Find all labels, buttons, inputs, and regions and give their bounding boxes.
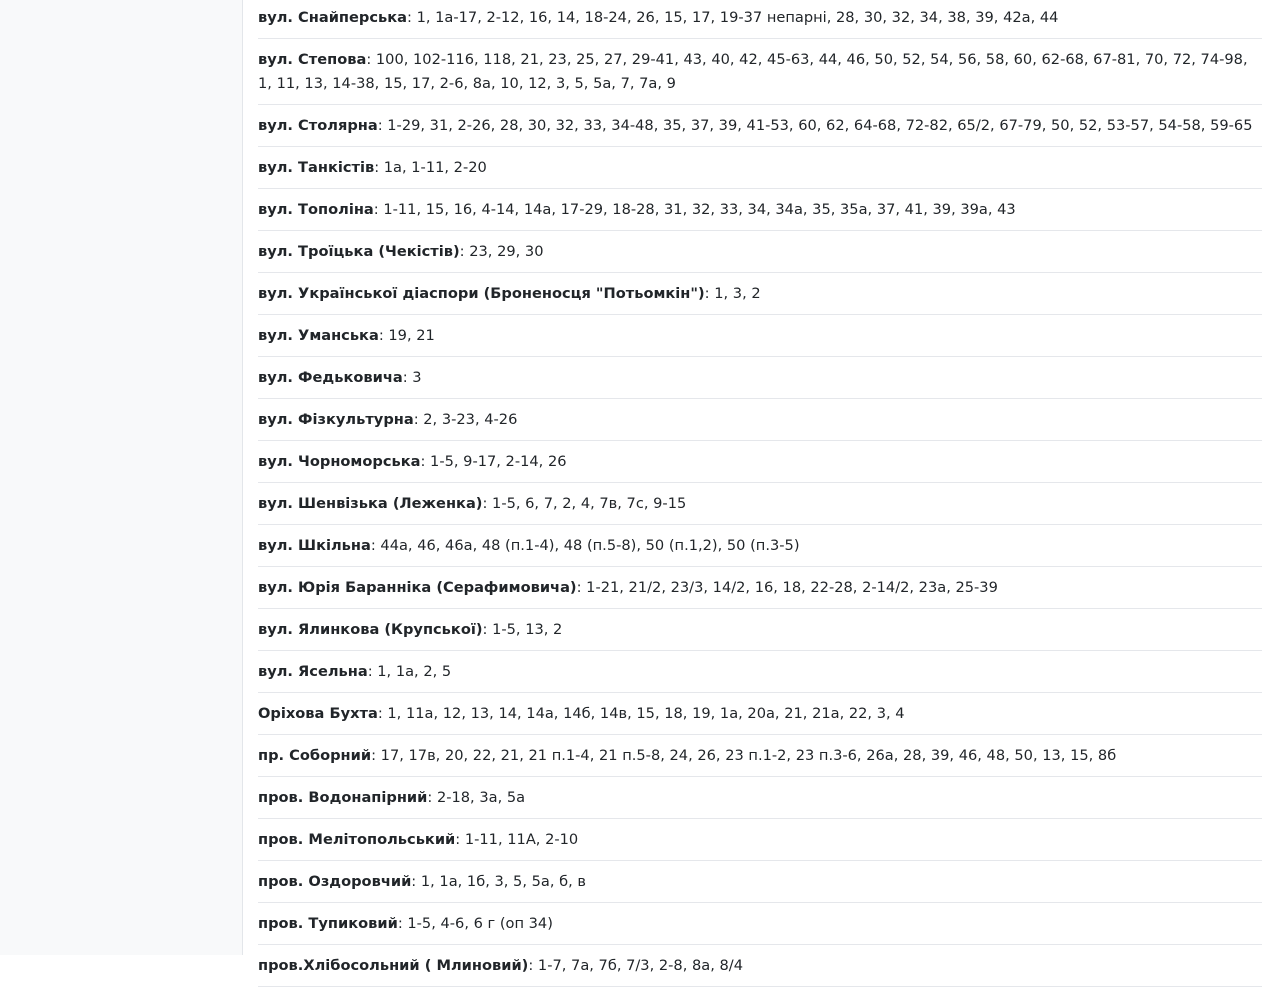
list-item: вул. Шкільна: 44а, 46, 46а, 48 (п.1-4), 48 (п.5-8), 50 (п.1,2), 50 (п.3-5)	[258, 525, 1262, 567]
street-addresses: 1-21, 21/2, 23/3, 14/2, 16, 18, 22-28, 2-14/2, 23а, 25-39	[586, 579, 998, 596]
list-item: вул. Степова: 100, 102-116, 118, 21, 23, 25, 27, 29-41, 43, 40, 42, 45-63, 44, 46, 50, 52, 54, 56, 58, 60, 62-68, 67-81, 70, 72, 74-98, 1, 11, 13, 14-38, 15, 17, 2-6, 8а, 10, 12, 3, 5, 5а, 7, 7а, 9	[258, 39, 1262, 105]
list-item: вул. Снайперська: 1, 1а-17, 2-12, 16, 14, 18-24, 26, 15, 17, 19-37 непарні, 28, 30, 32, 34, 38, 39, 42а, 44	[258, 0, 1262, 39]
street-name: вул. Степова	[258, 51, 367, 68]
street-name: вул. Танкістів	[258, 159, 375, 176]
street-name: вул. Шенвізька (Леженка)	[258, 495, 483, 512]
street-addresses: 1-11, 15, 16, 4-14, 14а, 17-29, 18-28, 31, 32, 33, 34, 34а, 35, 35а, 37, 41, 39, 39а, 43	[383, 201, 1016, 218]
street-name: вул. Шкільна	[258, 537, 371, 554]
street-name: вул. Ялинкова (Крупської)	[258, 621, 483, 638]
list-item: вул. Федьковича: 3	[258, 357, 1262, 399]
street-addresses: 1-5, 13, 2	[492, 621, 563, 638]
main-content	[243, 0, 1262, 974]
list-item: пров. Водонапірний: 2-18, 3а, 5а	[258, 777, 1262, 819]
street-addresses: 1а, 1-11, 2-20	[383, 159, 487, 176]
list-item: вул. Юрія Баранніка (Серафимовича): 1-21, 21/2, 23/3, 14/2, 16, 18, 22-28, 2-14/2, 23а, 25-39	[258, 567, 1262, 609]
list-item: вул. Ясельна: 1, 1а, 2, 5	[258, 651, 1262, 693]
street-addresses: 1, 1а, 1б, 3, 5, 5а, б, в	[420, 873, 587, 890]
street-name: вул. Фізкультурна	[258, 411, 414, 428]
street-addresses: 44а, 46, 46а, 48 (п.1-4), 48 (п.5-8), 50 (п.1,2), 50 (п.3-5)	[380, 537, 800, 554]
street-addresses: 1-5, 6, 7, 2, 4, 7в, 7с, 9-15	[492, 495, 687, 512]
street-name: вул. Уманська	[258, 327, 379, 344]
list-item: пров.Хлібосольний ( Млиновий): 1-7, 7а, 7б, 7/3, 2-8, 8а, 8/4	[258, 945, 1262, 987]
street-addresses: 1-11, 11А, 2-10	[464, 831, 579, 848]
street-addresses: 100, 102-116, 118, 21, 23, 25, 27, 29-41, 43, 40, 42, 45-63, 44, 46, 50, 52, 54, 56, 58, 60, 62-68, 67-81, 70, 72, 74-98, 1, 11, 13, 14-38, 15, 17, 2-6, 8а, 10, 12, 3, 5, 5а, 7, 7а, 9	[258, 51, 1248, 92]
list-item: пр. Соборний: 17, 17в, 20, 22, 21, 21 п.1-4, 21 п.5-8, 24, 26, 23 п.1-2, 23 п.3-6, 26а, 28, 39, 46, 48, 50, 13, 15, 8б	[258, 735, 1262, 777]
street-addresses: 1, 1а, 2, 5	[377, 663, 452, 680]
street-name: вул. Юрія Баранніка (Серафимовича)	[258, 579, 577, 596]
street-addresses: 17, 17в, 20, 22, 21, 21 п.1-4, 21 п.5-8, 24, 26, 23 п.1-2, 23 п.3-6, 26а, 28, 39, 46, 48, 50, 13, 15, 8б	[380, 747, 1117, 764]
street-name: пр. Соборний	[258, 747, 372, 764]
street-addresses: 1-5, 9-17, 2-14, 26	[430, 453, 567, 470]
street-name: вул. Федьковича	[258, 369, 403, 386]
list-item: пров. Мелітопольський: 1-11, 11А, 2-10	[258, 819, 1262, 861]
street-addresses: 2-18, 3а, 5а	[436, 789, 526, 806]
list-item: пров. Тупиковий: 1-5, 4-6, 6 г (оп 34)	[258, 903, 1262, 945]
street-name: пров. Водонапірний	[258, 789, 428, 806]
list-item: Оріхова Бухта: 1, 11а, 12, 13, 14, 14а, 14б, 14в, 15, 18, 19, 1а, 20а, 21, 21а, 22, 3, 4	[258, 693, 1262, 735]
street-addresses: 2, 3-23, 4-26	[423, 411, 518, 428]
street-addresses: 19, 21	[388, 327, 435, 344]
list-item: вул. Чорноморська: 1-5, 9-17, 2-14, 26	[258, 441, 1262, 483]
list-item: пров. Оздоровчий: 1, 1а, 1б, 3, 5, 5а, б, в	[258, 861, 1262, 903]
street-name: вул. Тополіна	[258, 201, 374, 218]
street-address-list	[258, 0, 1262, 987]
street-name: пров. Тупиковий	[258, 915, 398, 932]
street-name: вул. Снайперська	[258, 9, 407, 26]
street-name: вул. Троїцька (Чекістів)	[258, 243, 460, 260]
list-item: вул. Уманська: 19, 21	[258, 315, 1262, 357]
street-addresses: 1-5, 4-6, 6 г (оп 34)	[407, 915, 553, 932]
list-item: вул. Ялинкова (Крупської): 1-5, 13, 2	[258, 609, 1262, 651]
street-addresses: 1, 3, 2	[714, 285, 761, 302]
street-addresses: 3	[412, 369, 422, 386]
street-addresses: 1, 1а-17, 2-12, 16, 14, 18-24, 26, 15, 17, 19-37 непарні, 28, 30, 32, 34, 38, 39, 42а, 44	[416, 9, 1059, 26]
street-name: пров. Мелітопольський	[258, 831, 456, 848]
list-item: вул. Тополіна: 1-11, 15, 16, 4-14, 14а, 17-29, 18-28, 31, 32, 33, 34, 34а, 35, 35а, 37, 41, 39, 39а, 43	[258, 189, 1262, 231]
street-addresses: 23, 29, 30	[469, 243, 544, 260]
street-addresses: 1-29, 31, 2-26, 28, 30, 32, 33, 34-48, 35, 37, 39, 41-53, 60, 62, 64-68, 72-82, 65/2, 67-79, 50, 52, 53-57, 54-58, 59-65	[387, 117, 1253, 134]
list-item: вул. Столярна: 1-29, 31, 2-26, 28, 30, 32, 33, 34-48, 35, 37, 39, 41-53, 60, 62, 64-68, 72-82, 65/2, 67-79, 50, 52, 53-57, 54-58, 59-65	[258, 105, 1262, 147]
street-name: вул. Чорноморська	[258, 453, 421, 470]
street-addresses: 1-7, 7а, 7б, 7/3, 2-8, 8а, 8/4	[537, 957, 743, 974]
street-name: вул. Української діаспори (Броненосця "Потьомкін")	[258, 285, 705, 302]
street-name: пров.Хлібосольний ( Млиновий)	[258, 957, 529, 974]
list-item: вул. Фізкультурна: 2, 3-23, 4-26	[258, 399, 1262, 441]
street-name: вул. Ясельна	[258, 663, 368, 680]
street-addresses: 1, 11а, 12, 13, 14, 14а, 14б, 14в, 15, 18, 19, 1а, 20а, 21, 21а, 22, 3, 4	[387, 705, 905, 722]
list-item: вул. Шенвізька (Леженка): 1-5, 6, 7, 2, 4, 7в, 7с, 9-15	[258, 483, 1262, 525]
street-name: Оріхова Бухта	[258, 705, 378, 722]
street-name: вул. Столярна	[258, 117, 378, 134]
street-name: пров. Оздоровчий	[258, 873, 412, 890]
list-item: вул. Троїцька (Чекістів): 23, 29, 30	[258, 231, 1262, 273]
list-item: вул. Української діаспори (Броненосця "Потьомкін"): 1, 3, 2	[258, 273, 1262, 315]
sidebar	[0, 0, 243, 955]
list-item: вул. Танкістів: 1а, 1-11, 2-20	[258, 147, 1262, 189]
